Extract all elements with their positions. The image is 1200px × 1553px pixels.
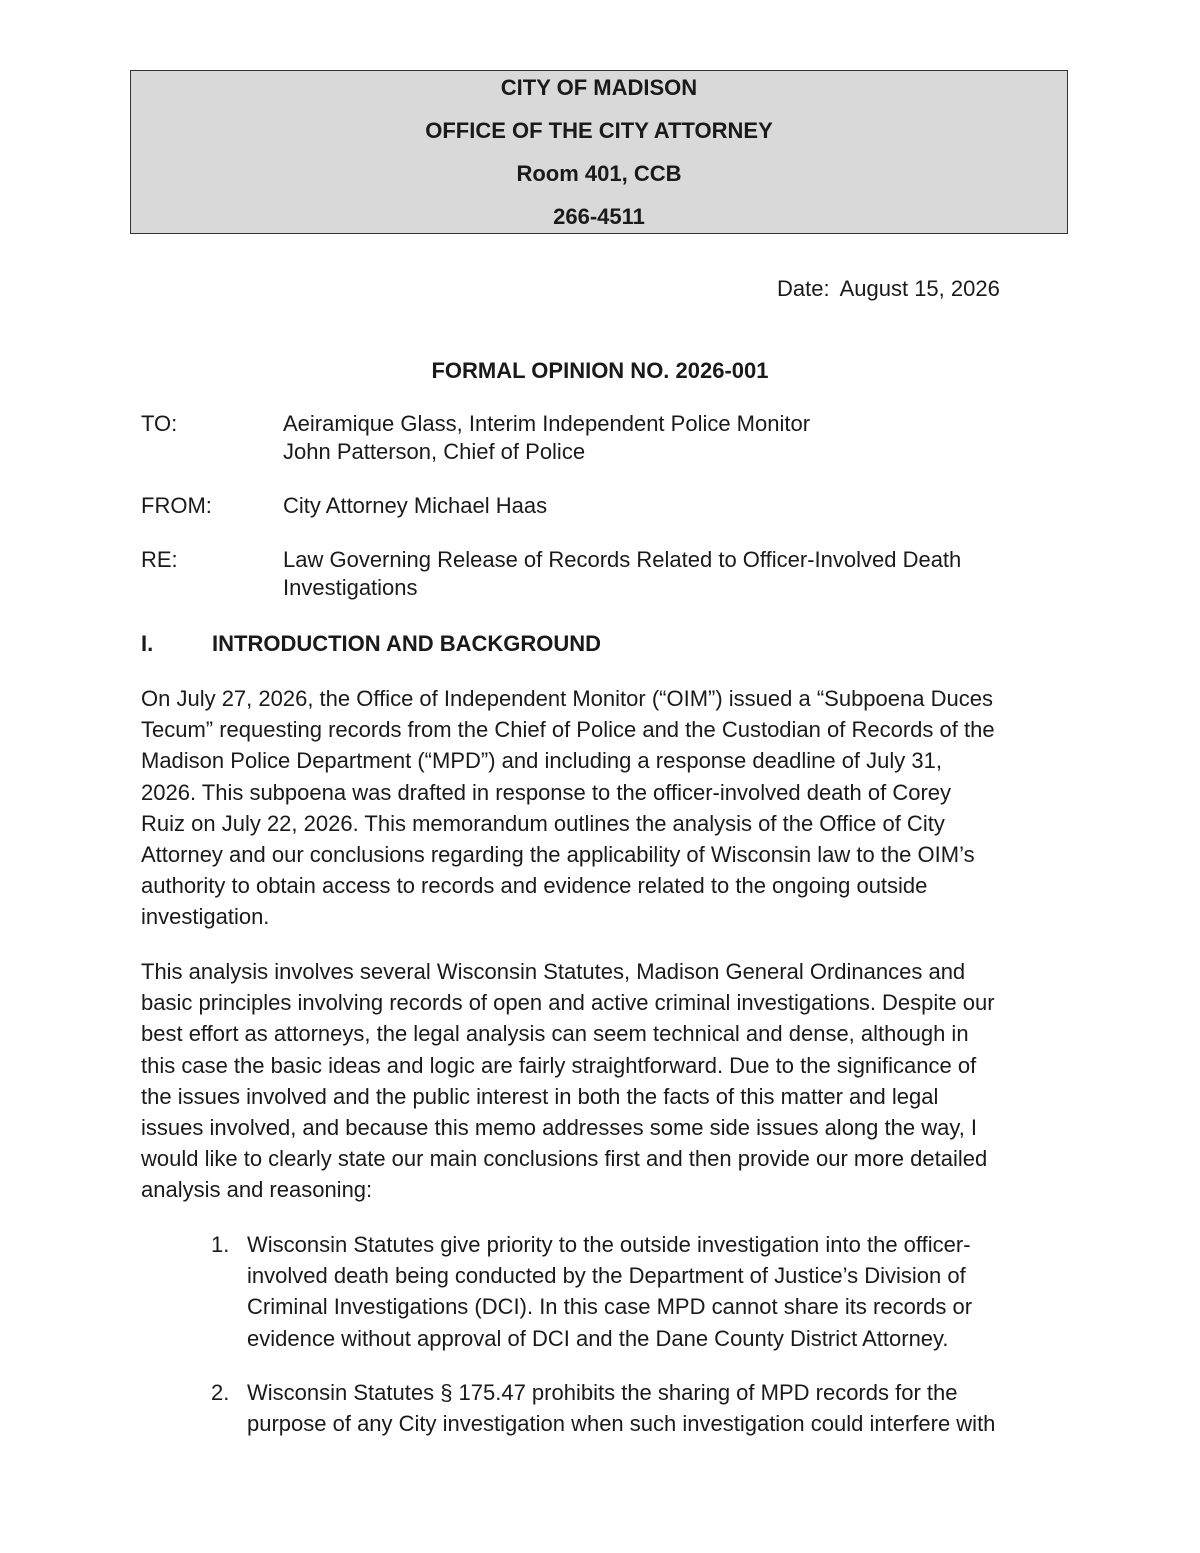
letterhead-city: CITY OF MADISON [500, 75, 698, 100]
re-subject-line: Law Governing Release of Records Related to Officer-Involved Death [283, 547, 962, 572]
analysis-paragraph [141, 956, 1066, 1206]
conclusion-line: involved death being conducted by the Department of Justice’s Division of [247, 1263, 966, 1289]
intro-paragraph [141, 683, 1066, 933]
conclusion-line: Criminal Investigations (DCI). In this case MPD cannot share its records or [247, 1294, 973, 1320]
letterhead-room: Room 401, CCB [516, 161, 682, 186]
conclusion-line: Wisconsin Statutes give priority to the outside investigation into the officer- [247, 1232, 971, 1257]
conclusion-line: purpose of any City investigation when such investigation could interfere with [247, 1411, 996, 1437]
letterhead-phone: 266-4511 [553, 204, 645, 229]
paragraph-line: Tecum” requesting records from the Chief of Police and the Custodian of Records of the [141, 717, 995, 743]
paragraph-line: basic principles involving records of open and active criminal investigations. Despite our [141, 990, 995, 1016]
paragraph-line: This analysis involves several Wisconsin Statutes, Madison General Ordinances and [141, 959, 966, 984]
paragraph-line: On July 27, 2026, the Office of Independent Monitor (“OIM”) issued a “Subpoena Duces [141, 686, 993, 711]
paragraph-line: issues involved, and because this memo addresses some side issues along the way, I [141, 1115, 978, 1141]
letterhead-office: OFFICE OF THE CITY ATTORNEY [425, 118, 773, 143]
paragraph-line: the issues involved and the public interest in both the facts of this matter and legal [141, 1083, 939, 1109]
paragraph-line: 2026. This subpoena was drafted in response to the officer-involved death of Corey [141, 779, 952, 805]
opinion-title: FORMAL OPINION NO. 2026-001 [431, 358, 769, 383]
conclusion-item [211, 1229, 1041, 1354]
letterhead-box [130, 70, 1068, 234]
to-recipients [283, 410, 1023, 466]
from-label: FROM: [141, 493, 212, 518]
list-number: 2. [211, 1380, 230, 1405]
re-label: RE: [141, 547, 178, 572]
date-label: Date: [777, 276, 830, 301]
paragraph-line: this case the basic ideas and logic are fairly straightforward. Due to the significance of [141, 1052, 977, 1078]
section-heading [141, 631, 601, 657]
section-title: INTRODUCTION AND BACKGROUND [212, 631, 602, 656]
paragraph-line: investigation. [141, 904, 270, 930]
conclusion-text [247, 1229, 1041, 1354]
list-number: 1. [211, 1232, 230, 1257]
conclusion-item [211, 1377, 1041, 1439]
conclusion-line: evidence without approval of DCI and the Dane County District Attorney. [247, 1325, 949, 1351]
to-label: TO: [141, 411, 178, 436]
paragraph-line: analysis and reasoning: [141, 1177, 373, 1203]
paragraph-line: Attorney and our conclusions regarding the applicability of Wisconsin law to the OIM’s [141, 842, 975, 868]
to-recipient-line: Aeiramique Glass, Interim Independent Police Monitor [283, 411, 811, 436]
paragraph-line: authority to obtain access to records and evidence related to the ongoing outside [141, 873, 928, 899]
from-value: City Attorney Michael Haas [283, 493, 548, 518]
paragraph-line: would like to clearly state our main conclusions first and then provide our more detailed [141, 1146, 988, 1172]
date-value: August 15, 2026 [839, 276, 1000, 301]
re-subject-line: Investigations [283, 575, 418, 600]
paragraph-line: Madison Police Department (“MPD”) and including a response deadline of July 31, [141, 748, 942, 774]
conclusion-line: Wisconsin Statutes § 175.47 prohibits the sharing of MPD records for the [247, 1380, 958, 1405]
section-number: I. [141, 631, 154, 656]
conclusion-text [247, 1377, 1041, 1439]
re-subject [283, 546, 1023, 602]
to-recipient-line: John Patterson, Chief of Police [283, 439, 586, 464]
memo-date [777, 276, 1000, 302]
paragraph-line: best effort as attorneys, the legal analysis can seem technical and dense, although in [141, 1021, 969, 1047]
paragraph-line: Ruiz on July 22, 2026. This memorandum outlines the analysis of the Office of City [141, 810, 945, 836]
